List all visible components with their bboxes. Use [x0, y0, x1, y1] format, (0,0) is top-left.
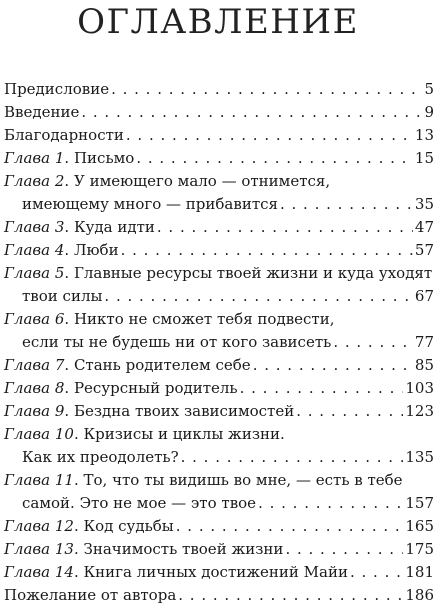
page-number: 85: [414, 356, 434, 374]
page-number: 135: [405, 448, 434, 466]
entry-text: . Главные ресурсы твоей жизни и куда уходят: [64, 264, 433, 282]
page-number: 165: [405, 517, 434, 535]
toc-entry-line: [4, 400, 434, 423]
dot-leader: [240, 377, 404, 400]
toc-entry-title: [4, 377, 238, 400]
toc-entry-title: [4, 124, 124, 147]
toc-entry-line: [4, 515, 434, 538]
toc-entry-line: [4, 147, 434, 170]
toc-entry-title: [4, 216, 155, 239]
page-number: 9: [424, 103, 434, 121]
chapter-label: Глава 1: [4, 149, 65, 167]
chapter-label: Глава 4: [4, 241, 65, 259]
toc-entry[interactable]: [4, 400, 434, 423]
toc-entry-line: [4, 262, 434, 285]
toc-entry-line: [4, 216, 434, 239]
toc-entry-line: [4, 170, 434, 193]
dot-leader: [136, 147, 413, 170]
toc-entry-title: [4, 354, 251, 377]
toc-entry-title: [4, 262, 432, 285]
entry-text: . Письмо: [64, 149, 135, 167]
entry-text: если ты не будешь ни от кого зависеть: [22, 333, 332, 351]
entry-text: . Ресурсный родитель: [64, 379, 238, 397]
toc-entry-line: [4, 239, 434, 262]
entry-text: имеющему много — прибавится: [22, 195, 278, 213]
dot-leader: [333, 331, 413, 354]
toc-entry-title: [4, 147, 134, 170]
entry-text: твои силы: [22, 287, 103, 305]
entry-text: . Книга личных достижений Майи: [73, 563, 348, 581]
page-title: ОГЛАВЛЕНИЕ: [77, 2, 359, 42]
toc-entry-title: [22, 446, 179, 469]
toc-entry-title: [4, 469, 403, 492]
toc-entry-title: [4, 101, 79, 124]
dot-leader: [81, 101, 422, 124]
toc-entry[interactable]: [4, 147, 434, 170]
page-number: 67: [414, 287, 434, 305]
table-of-contents: [4, 78, 434, 607]
toc-entry-title: [4, 561, 348, 584]
toc-entry-line: [4, 124, 434, 147]
toc-entry-title: [4, 400, 294, 423]
page-number: 77: [414, 333, 434, 351]
dot-leader: [121, 239, 413, 262]
toc-entry-title: [22, 285, 102, 308]
toc-entry[interactable]: [4, 124, 434, 147]
chapter-label: Глава 9: [4, 402, 65, 420]
chapter-label: Глава 5: [4, 264, 65, 282]
entry-text: Предисловие: [4, 80, 110, 98]
page-number: 175: [405, 540, 434, 558]
dot-leader: [111, 78, 422, 101]
page-number: 35: [414, 195, 434, 213]
dot-leader: [176, 515, 404, 538]
entry-text: . У имеющего мало — отнимется,: [64, 172, 331, 190]
toc-entry-title: [22, 331, 331, 354]
toc-entry-line: [4, 285, 434, 308]
toc-entry[interactable]: [4, 584, 434, 607]
dot-leader: [285, 538, 403, 561]
entry-text: . Стань родителем себе: [64, 356, 251, 374]
dot-leader: [280, 193, 413, 216]
toc-entry[interactable]: [4, 515, 434, 538]
entry-text: самой. Это не мое — это твое: [22, 494, 257, 512]
toc-entry[interactable]: [4, 101, 434, 124]
toc-entry-title: [4, 239, 119, 262]
toc-entry[interactable]: [4, 308, 434, 354]
toc-entry[interactable]: [4, 239, 434, 262]
entry-text: Благодарности: [4, 126, 124, 144]
page-number: 103: [405, 379, 434, 397]
page-number: 13: [414, 126, 434, 144]
dot-leader: [126, 124, 413, 147]
toc-entry[interactable]: [4, 78, 434, 101]
toc-entry-line: [4, 538, 434, 561]
entry-text: . Люби: [64, 241, 119, 259]
entry-text: . Никто не сможет тебя подвести,: [64, 310, 335, 328]
toc-entry-title: [4, 515, 174, 538]
toc-entry-line: [4, 561, 434, 584]
toc-entry-title: [4, 308, 334, 331]
dot-leader: [181, 446, 404, 469]
entry-text: . Куда идти: [64, 218, 155, 236]
toc-entry-line: [4, 377, 434, 400]
dot-leader: [157, 216, 413, 239]
entry-text: . Бездна твоих зависимостей: [64, 402, 295, 420]
toc-entry[interactable]: [4, 538, 434, 561]
entry-text: Пожелание от автора: [4, 586, 177, 604]
toc-entry-title: [4, 584, 176, 607]
chapter-label: Глава 6: [4, 310, 65, 328]
toc-entry-title: [22, 492, 256, 515]
page-number: 123: [405, 402, 434, 420]
page-number: 5: [424, 80, 434, 98]
toc-entry-line: [4, 469, 434, 492]
chapter-label: Глава 11: [4, 471, 74, 489]
toc-entry[interactable]: [4, 423, 434, 469]
chapter-label: Глава 13: [4, 540, 74, 558]
page-number: 57: [414, 241, 434, 259]
entry-text: Введение: [4, 103, 80, 121]
page-number: 15: [414, 149, 434, 167]
chapter-label: Глава 12: [4, 517, 74, 535]
toc-entry-line: [4, 423, 434, 446]
chapter-label: Глава 8: [4, 379, 65, 397]
chapter-label: Глава 2: [4, 172, 65, 190]
entry-text: . Кризисы и циклы жизни.: [73, 425, 285, 443]
toc-entry-line: [4, 584, 434, 607]
toc-entry-line: [4, 331, 434, 354]
page-number: 186: [405, 586, 434, 604]
toc-entry[interactable]: [4, 377, 434, 400]
toc-entry[interactable]: [4, 262, 434, 308]
entry-text: . Код судьбы: [73, 517, 174, 535]
toc-entry-line: [4, 492, 434, 515]
toc-entry[interactable]: [4, 216, 434, 239]
dot-leader: [104, 285, 413, 308]
dot-leader: [296, 400, 403, 423]
toc-entry-title: [4, 78, 109, 101]
chapter-label: Глава 10: [4, 425, 74, 443]
toc-entry-title: [4, 538, 283, 561]
dot-leader: [253, 354, 413, 377]
toc-entry[interactable]: [4, 561, 434, 584]
toc-entry-line: [4, 354, 434, 377]
toc-entry-title: [4, 170, 330, 193]
page-number: 157: [405, 494, 434, 512]
toc-entry-line: [4, 446, 434, 469]
toc-entry-line: [4, 308, 434, 331]
page-number: 181: [405, 563, 434, 581]
chapter-label: Глава 7: [4, 356, 65, 374]
dot-leader: [350, 561, 403, 584]
page-number: 47: [414, 218, 434, 236]
toc-entry[interactable]: [4, 354, 434, 377]
dot-leader: [178, 584, 403, 607]
toc-entry-line: [4, 78, 434, 101]
toc-entry-line: [4, 101, 434, 124]
toc-entry[interactable]: [4, 170, 434, 216]
toc-entry-title: [4, 423, 285, 446]
dot-leader: [258, 492, 403, 515]
chapter-label: Глава 3: [4, 218, 65, 236]
chapter-label: Глава 14: [4, 563, 74, 581]
toc-entry[interactable]: [4, 469, 434, 515]
entry-text: Как их преодолеть?: [22, 448, 179, 466]
entry-text: . То, что ты видишь во мне, — есть в тебе: [73, 471, 403, 489]
entry-text: . Значимость твоей жизни: [73, 540, 284, 558]
toc-entry-line: [4, 193, 434, 216]
toc-entry-title: [22, 193, 278, 216]
